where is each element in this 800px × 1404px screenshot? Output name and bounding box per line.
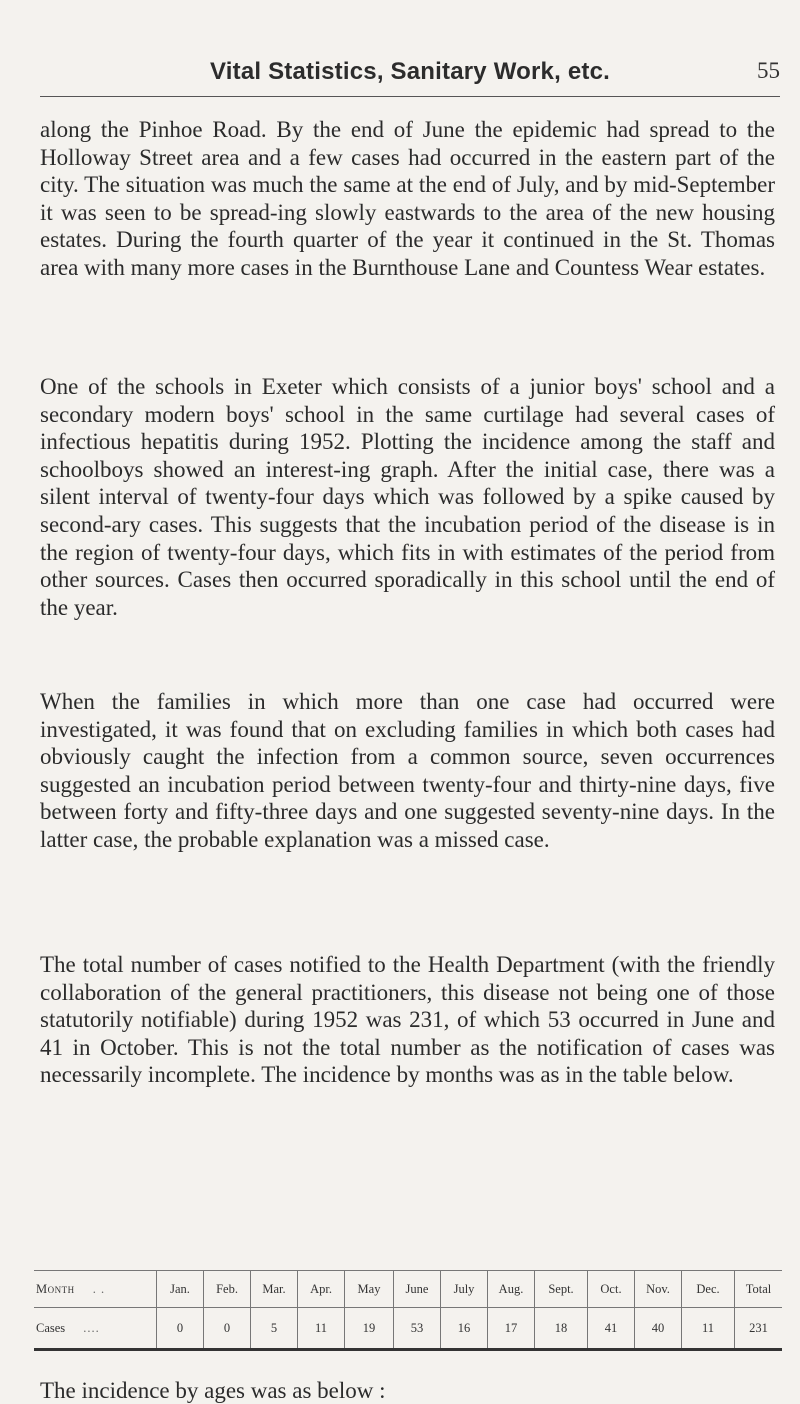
paragraph-2: One of the schools in Exeter which consists of a junior boys' school and a secondary modern boys' school in the same curtilage had several cases of infectious hepatitis during 1952. Plotting the incidence among the staff and schoolboys showed an interest-ing graph. After the initial case, there was a silent interval of twenty-four days which was followed by a spike caused by second-ary cases. This suggests that the incubation period of the disease is in the region of twenty-four days, which fits in with estimates of the period from other sources. Cases then occurred sporadically in this school until the end of the year. — [40, 374, 775, 620]
table-cell: 41 — [588, 1308, 635, 1350]
column-header: Aug. — [488, 1271, 535, 1308]
column-header: May — [345, 1271, 394, 1308]
column-header: July — [441, 1271, 488, 1308]
paragraph-4: The total number of cases notified to the Health Department (with the friendly collaboration of the general practitioners, this disease not being one of those statutorily notifiable) during 1952 was 231, of which 53 occurred in June and 41 in October. This is not the total number as the notification of cases was necessarily incomplete. The incidence by months was as in the table below. — [40, 952, 775, 1088]
table-cell: 11 — [682, 1308, 735, 1350]
paragraph-3: When the families in which more than one case had occurred were investigated, it was found that on excluding families in which both cases had obviously caught the infection from a common source, seven occurrences suggested an incubation period between twenty-four and thirty-nine days, five between forty and fifty-three days and one suggested seventy-nine days. In the latter case, the probable explanation was a missed case. — [40, 689, 775, 852]
table-cell: 0 — [157, 1308, 204, 1350]
cases-label-cell: Cases .... — [36, 1320, 100, 1335]
table-cell: 18 — [535, 1308, 588, 1350]
table-cell: 0 — [204, 1308, 251, 1350]
running-title: Vital Statistics, Sanitary Work, etc. — [209, 58, 610, 85]
column-header: Sept. — [535, 1271, 588, 1308]
column-header: Dec. — [682, 1271, 735, 1308]
column-header: June — [394, 1271, 441, 1308]
column-header: Mar. — [251, 1271, 298, 1308]
column-header: Jan. — [157, 1271, 204, 1308]
monthly-cases-table — [34, 1270, 782, 1351]
table-header-row — [34, 1271, 782, 1308]
ages-caption: The incidence by ages was as below : — [40, 1378, 386, 1403]
table-cell: 40 — [635, 1308, 682, 1350]
table-cell: 5 — [251, 1308, 298, 1350]
column-header: Feb. — [204, 1271, 251, 1308]
paragraph-1: along the Pinhoe Road. By the end of June the epidemic had spread to the Holloway Street area and a few cases had occurred in the eastern part of the city. The situation was much the same at the end of July, and by mid-September it was seen to be spread-ing slowly eastwards to the area of the new housing estates. During the fourth quarter of the year it continued in the St. Thomas area with many more cases in the Burnthouse Lane and Countess Wear estates. — [40, 117, 775, 280]
month-header-cell: Month . . — [34, 1271, 157, 1308]
table-cell: 17 — [488, 1308, 535, 1350]
header-rule — [40, 96, 780, 97]
column-header: Nov. — [635, 1271, 682, 1308]
column-header: Apr. — [298, 1271, 345, 1308]
table-cell: 53 — [394, 1308, 441, 1350]
column-header: Oct. — [588, 1271, 635, 1308]
table-row — [34, 1308, 782, 1350]
column-header: Total — [735, 1271, 783, 1308]
table-cell: 11 — [298, 1308, 345, 1350]
running-header — [40, 58, 780, 98]
table-cell: 231 — [735, 1308, 783, 1350]
table-cell: 19 — [345, 1308, 394, 1350]
page-number: 55 — [757, 58, 780, 83]
table-cell: 16 — [441, 1308, 488, 1350]
